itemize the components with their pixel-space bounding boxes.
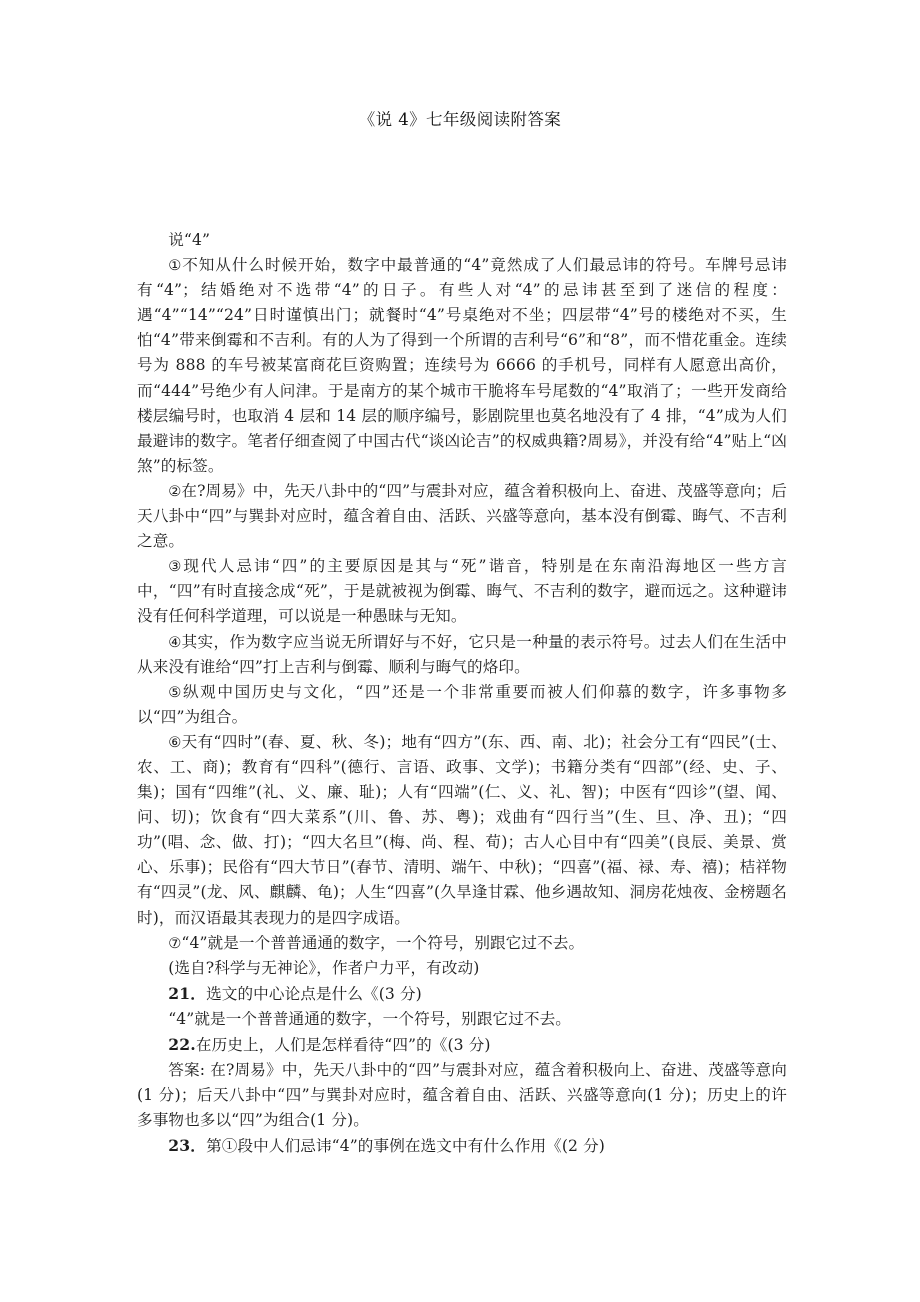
page-title: 《说 4》七年级阅读附答案 <box>358 110 562 129</box>
answer-21: “4”就是一个普普通通的数字，一个符号，别跟它过不去。 <box>168 1009 572 1028</box>
document-body <box>137 228 787 1159</box>
question-22 <box>137 1032 787 1058</box>
paragraph-marker-2: ② <box>168 482 182 500</box>
source-line: (选自?科学与无神论》，作者户力平，有改动) <box>168 958 480 977</box>
question-22-number: 22. <box>168 1035 196 1054</box>
question-21 <box>137 981 787 1007</box>
question-23-prompt: 第①段中人们忌讳“4”的事例在选文中有什么作用《(2 分) <box>206 1137 605 1156</box>
paragraph-5 <box>137 680 787 730</box>
question-23 <box>137 1133 787 1159</box>
question-22-prompt: 在历史上，人们是怎样看待“四”的《(3 分) <box>195 1036 491 1054</box>
paragraph-4 <box>137 630 787 680</box>
question-21-number: 21． <box>168 983 207 1003</box>
paragraph-text-2: 在?周易》中，先天八卦中的“四”与震卦对应，蕴含着积极向上、奋进、茂盛等意向；后天八卦中“四”与巽卦对应时，蕴含着自由、活跃、兴盛等意向，基本没有倒霉、晦气、不吉利之意。 <box>137 481 787 551</box>
paragraph-marker-1: ① <box>168 257 183 275</box>
paragraph-2 <box>137 479 787 554</box>
question-21-prompt: 选文的中心论点是什么《(3 分) <box>206 984 422 1003</box>
paragraph-marker-3: ③ <box>168 558 184 576</box>
paragraph-marker-4: ④ <box>168 633 182 651</box>
paragraph-1 <box>137 253 787 479</box>
paragraph-text-6: 天有“四时”(春、夏、秋、冬)；地有“四方”(东、西、南、北)；社会分工有“四民”(士、农、工、商)；教育有“四科”(德行、言语、政事、文学)；书籍分类有“四部”(经、史、子、集)；国有“四维”(礼、义、廉、耻)；人有“四端”(仁、义、礼、智)；中医有“四诊”(望、闻、问、切)；饮食有“四大菜系”(川、鲁、苏、粤)；戏曲有“四行当”(生、旦、净、丑)；“四功”(唱、念、做、打)；“四大名旦”(梅、尚、程、荀)；古人心目中有“四美”(良辰、美景、赏心、乐事)；民俗有“四大节日”(春节、清明、端午、中秋)；“四喜”(福、禄、寿、禧)；桔祥物有“四灵”(龙、风、麒麟、龟)；人生“四喜”(久旱逢甘霖、他乡遇故知、洞房花烛夜、金榜题名时)，而汉语最其表现力的是四字成语。 <box>137 732 787 927</box>
paragraph-text-4: 其实，作为数字应当说无所谓好与不好，它只是一种量的表示符号。过去人们在生活中从来没有谁给“四”打上吉利与倒霉、顺利与晦气的烙印。 <box>137 632 787 676</box>
answer-22: 答案: 在?周易》中，先天八卦中的“四”与震卦对应，蕴含着积极向上、奋进、茂盛等意向(1 分)；后天八卦中“四”与巽卦对应时，蕴含着自由、活跃、兴盛等意向(1 分)；历史上的许多事物也多以“四”为组合(1 分)。 <box>137 1061 787 1130</box>
question-23-number: 23． <box>168 1136 207 1156</box>
paragraph-text-7: “4”就是一个普普通通的数字，一个符号，别跟它过不去。 <box>181 933 585 952</box>
paragraph-marker-7: ⑦ <box>168 934 182 952</box>
paragraph-text-5: 纵观中国历史与文化，“四”还是一个非常重要而被人们仰慕的数字，许多事物多以“四”为组合。 <box>137 682 788 726</box>
paragraph-6 <box>137 730 787 931</box>
paragraph-marker-5: ⑤ <box>168 683 183 701</box>
paragraph-text-3: 现代人忌讳“四”的主要原因是其与“死”谐音，特别是在东南沿海地区一些方言中，“四”有时直接念成“死”，于是就被视为倒霉、晦气、不吉利的数字，避而远之。这种避讳没有任何科学道理，可以说是一种愚昧与无知。 <box>137 557 787 626</box>
paragraph-3 <box>137 554 787 629</box>
paragraph-marker-6: ⑥ <box>168 733 182 751</box>
article-heading: 说“4” <box>168 231 211 249</box>
paragraph-text-1: 不知从什么时候开始，数字中最普通的“4”竟然成了人们最忌讳的符号。车牌号忌讳有“4”；结婚绝对不选带“4”的日子。有些人对“4”的忌讳甚至到了迷信的程度：遇“4”“14”“24”日时谨慎出门；就餐时“4”号桌绝对不坐；四层带“4”号的楼绝对不买，生怕“4”带来倒霉和不吉利。有的人为了得到一个所谓的吉利号“6”和“8”，而不惜花重金。连续号为 888 的车号被某富商花巨资购置；连续号为 6666 的手机号，同样有人愿意出高价，而“444”号绝少有人问津。于是南方的某个城市干脆将车号尾数的“4”取消了；一些开发商给楼层编号时，也取消 4 层和 14 层的顺序编号，影剧院里也莫名地没有了 4 排，“4”成为人们最避讳的数字。笔者仔细查阅了中国古代“谈凶论吉”的权威典籍?周易》，并没有给“4”贴上“凶煞”的标签。 <box>137 256 787 475</box>
paragraph-7 <box>137 931 787 956</box>
